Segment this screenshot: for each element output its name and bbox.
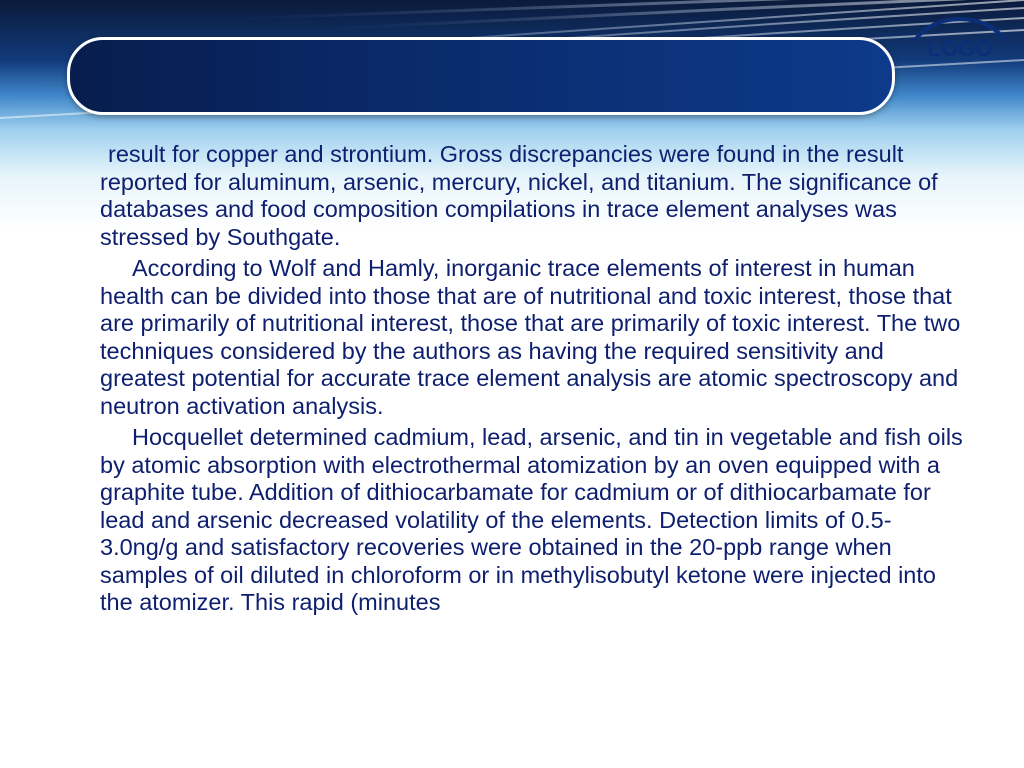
- logo: [905, 10, 1015, 70]
- slide-title-bar: [67, 37, 895, 115]
- slide-body: [100, 141, 968, 621]
- body-paragraph-1: result for copper and strontium. Gross discrepancies were found in the result reported for aluminum, arsenic, mercury, nickel, and titanium. The significance of databases and food composition compilations in trace element analyses was stressed by Southgate.: [100, 141, 938, 250]
- logo-text: LOGO: [927, 36, 993, 61]
- body-paragraph-2: According to Wolf and Hamly, inorganic trace elements of interest in human health can be divided into those that are of nutritional and toxic interest, those that are primarily of nutritional interest, those that are primarily of toxic interest. The two techniques considered by the authors as having the required sensitivity and greatest potential for accurate trace element analysis are atomic spectroscopy and neutron activation analysis.: [100, 255, 961, 419]
- body-paragraph-3: Hocquellet determined cadmium, lead, arsenic, and tin in vegetable and fish oils by atomic absorption with electrothermal atomization by an oven equipped with a graphite tube. Addition of dithiocarbamate for cadmium or of dithiocarbamate for lead and arsenic decreased volatility of the elements. Detection limits of 0.5-3.0ng/g and satisfactory recoveries were obtained in the 20-ppb range when samples of oil diluted in chloroform or in methylisobutyl ketone were injected into the atomizer. This rapid (minutes: [100, 424, 963, 615]
